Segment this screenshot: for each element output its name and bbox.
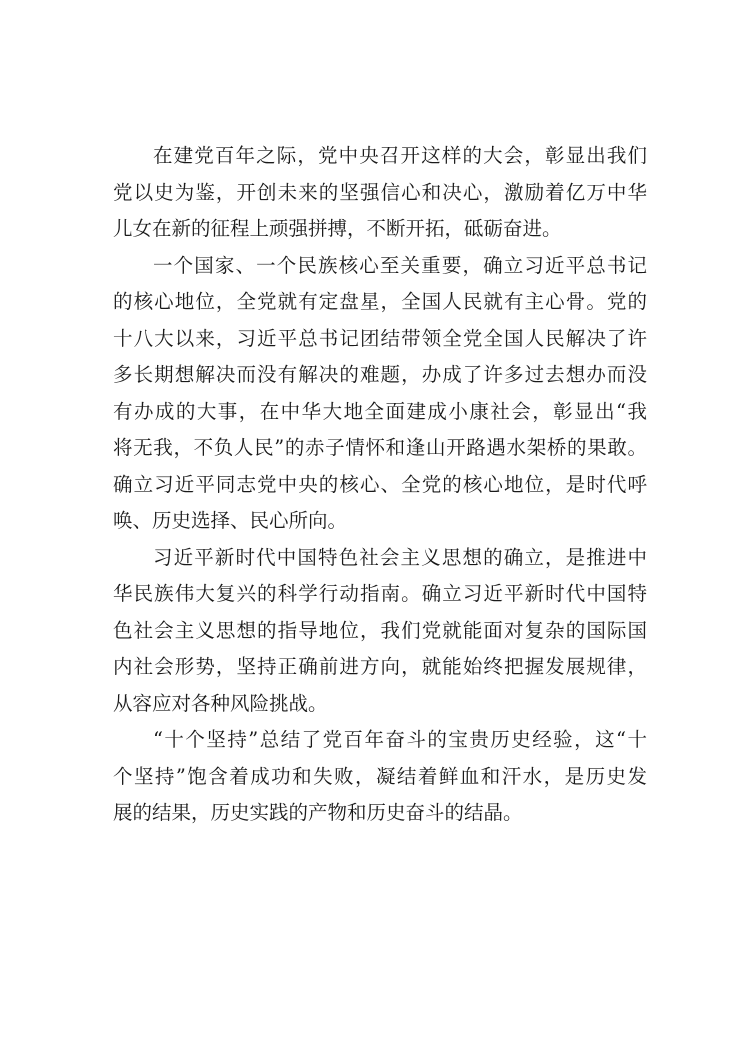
paragraph-4-line-2: 个坚持”饱含着成功和失败，凝结着鲜血和汗水，是历史发 bbox=[113, 764, 647, 788]
paragraph-2-line-5: 有办成的大事，在中华大地全面建成小康社会，彰显出“我 bbox=[113, 399, 647, 423]
paragraph-1-line-1: 在建党百年之际，党中央召开这样的大会，彰显出我们 bbox=[153, 144, 647, 167]
paragraph-3-line-1: 习近平新时代中国特色社会主义思想的确立，是推进中 bbox=[153, 545, 647, 569]
paragraph-4-line-1: “十个坚持”总结了党百年奋斗的宝贵历史经验，这“十 bbox=[153, 728, 647, 751]
paragraph-2-line-8: 唤、历史选择、民心所向。 bbox=[113, 509, 348, 532]
paragraph-2-line-6: 将无我，不负人民”的赤子情怀和逢山开路遇水架桥的果敢。 bbox=[113, 436, 647, 459]
paragraph-3-line-4: 内社会形势，坚持正确前进方向，就能始终把握发展规律， bbox=[113, 655, 647, 678]
paragraph-1-line-2: 党以史为鉴，开创未来的坚强信心和决心，激励着亿万中华 bbox=[113, 180, 647, 204]
paragraph-4-line-3: 展的结果，历史实践的产物和历史奋斗的结晶。 bbox=[113, 801, 523, 824]
paragraph-2-line-3: 十八大以来，习近平总书记团结带领全党全国人民解决了许 bbox=[113, 326, 647, 350]
paragraph-3-line-3: 色社会主义思想的指导地位，我们党就能面对复杂的国际国 bbox=[113, 618, 647, 642]
paragraph-2-line-7: 确立习近平同志党中央的核心、全党的核心地位，是时代呼 bbox=[113, 472, 647, 496]
document-body bbox=[113, 138, 647, 832]
paragraph-2-line-2: 的核心地位，全党就有定盘星，全国人民就有主心骨。党的 bbox=[113, 290, 647, 313]
paragraph-2-line-1: 一个国家、一个民族核心至关重要，确立习近平总书记 bbox=[153, 253, 647, 277]
paragraph-3-line-2: 华民族伟大复兴的科学行动指南。确立习近平新时代中国特 bbox=[113, 582, 647, 605]
paragraph-2-line-4: 多长期想解决而没有解决的难题，办成了许多过去想办而没 bbox=[113, 363, 647, 386]
paragraph-1-line-3: 儿女在新的征程上顽强拼搏，不断开拓，砥砺奋进。 bbox=[113, 217, 562, 240]
paragraph-3-line-5: 从容应对各种风险挑战。 bbox=[113, 691, 328, 715]
